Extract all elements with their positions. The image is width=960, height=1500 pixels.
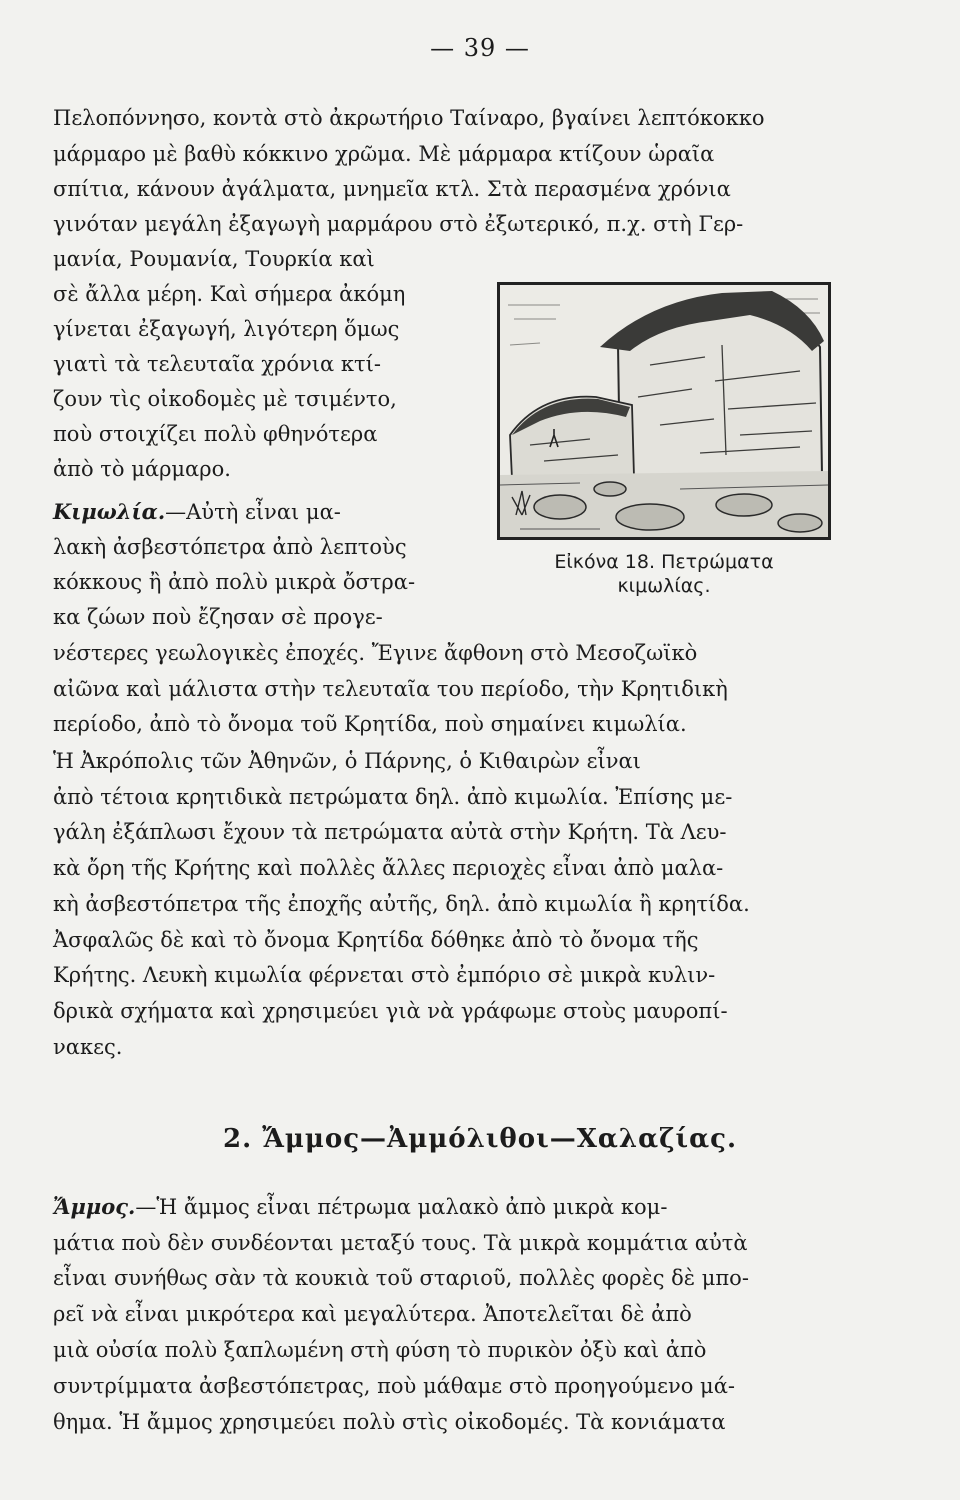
text-line: γίνεται ἐξαγωγή, λιγότερη ὅμως (53, 317, 400, 341)
text-line: νέστερες γεωλογικὲς ἐποχές. Ἔγινε ἄφθονη στὸ Μεσοζωϊκὸ (53, 641, 698, 665)
chalk-rocks-illustration (500, 285, 828, 537)
text-line: ἀπὸ τὸ μάρμαρο. (53, 457, 231, 481)
text-line: ρεῖ νὰ εἶναι μικρότερα καὶ μεγαλύτερα. Ἀποτελεῖται δὲ ἀπὸ (53, 1302, 692, 1326)
text-line: περίοδο, ἀπὸ τὸ ὄνομα τοῦ Κρητίδα, ποὺ σημαίνει κιμωλία. (53, 712, 687, 736)
text-line: Ἡ Ἀκρόπολις τῶν Ἀθηνῶν, ὁ Πάρνης, ὁ Κιθαιρὼν εἶναι (53, 749, 641, 773)
text-line: κα ζώων ποὺ ἔζησαν σὲ προγε- (53, 605, 383, 629)
text-line: γιατὶ τὰ τελευταῖα χρόνια κτί- (53, 352, 381, 376)
text-line: κόκκους ἢ ἀπὸ πολὺ μικρὰ ὄστρα- (53, 570, 416, 594)
figure-caption-continued: κιμωλίας. (617, 575, 711, 597)
text-line: Πελοπόννησο, κοντὰ στὸ ἀκρωτήριο Ταίναρο, βγαίνει λεπτόκοκκο (53, 106, 765, 130)
text-line: μάρμαρο μὲ βαθὺ κόκκινο χρῶμα. Μὲ μάρμαρα κτίζουν ὡραῖα (53, 142, 715, 166)
text-line: θημα. Ἡ ἄμμος χρησιμεύει πολὺ στὶς οἰκοδομές. Τὰ κονιάματα (53, 1410, 726, 1434)
text-line: συντρίμματα ἀσβεστόπετρας, ποὺ μάθαμε στὸ προηγούμενο μά- (53, 1374, 735, 1398)
text-line: Κρήτης. Λευκὴ κιμωλία φέρνεται στὸ ἐμπόριο σὲ μικρὰ κυλιν- (53, 963, 716, 987)
page-number: — 39 — (430, 34, 530, 62)
text-line: σπίτια, κάνουν ἀγάλματα, μνημεῖα κτλ. Στὰ περασμένα χρόνια (53, 177, 731, 201)
text-line: ζουν τὶς οἰκοδομὲς μὲ τσιμέντο, (53, 387, 397, 411)
text-line: μάτια ποὺ δὲν συνδέονται μεταξύ τους. Τὰ μικρὰ κομμάτια αὐτὰ (53, 1231, 748, 1255)
term-ammos: Ἄμμος. (53, 1194, 136, 1219)
term-kimolia: Κιμωλία. (53, 499, 166, 524)
text-line: κὰ ὄρη τῆς Κρήτης καὶ πολλὲς ἄλλες περιοχὲς εἶναι ἀπὸ μαλα- (53, 856, 724, 880)
text-line: νακες. (53, 1035, 123, 1059)
section-heading: 2. Ἄμμος—Ἀμμόλιθοι—Χαλαζίας. (223, 1124, 737, 1154)
text-line: γάλη ἐξάπλωσι ἔχουν τὰ πετρώματα αὐτὰ στὴν Κρήτη. Τὰ Λευ- (53, 820, 727, 844)
text-line: λακὴ ἀσβεστόπετρα ἀπὸ λεπτοὺς (53, 535, 407, 559)
text-line: αἰῶνα καὶ μάλιστα στὴν τελευταῖα του περίοδο, τὴν Κρητιδικὴ (53, 677, 728, 701)
text-line (53, 1193, 667, 1221)
figure-caption: Εἰκόνα 18. Πετρώματα (554, 551, 774, 573)
text-line: μιὰ οὐσία πολὺ ξαπλωμένη στὴ φύση τὸ πυρικὸν ὀξὺ καὶ ἀπὸ (53, 1338, 707, 1362)
text-line: εἶναι συνήθως σὰν τὰ κουκιὰ τοῦ σταριοῦ, πολλὲς φορὲς δὲ μπο- (53, 1266, 749, 1290)
text-line: δρικὰ σχήματα καὶ χρησιμεύει γιὰ νὰ γράφωμε στοὺς μαυροπί- (53, 999, 728, 1023)
text-line: Ἀσφαλῶς δὲ καὶ τὸ ὄνομα Κρητίδα δόθηκε ἀπὸ τὸ ὄνομα τῆς (53, 928, 699, 952)
figure-chalk-rocks (497, 282, 831, 540)
text-line: σὲ ἄλλα μέρη. Καὶ σήμερα ἀκόμη (53, 282, 406, 306)
text-line: ἀπὸ τέτοια κρητιδικὰ πετρώματα δηλ. ἀπὸ κιμωλία. Ἐπίσης με- (53, 785, 733, 809)
text-line: γινόταν μεγάλη ἐξαγωγὴ μαρμάρου στὸ ἐξωτερικό, π.χ. στὴ Γερ- (53, 212, 744, 236)
text-line (53, 498, 341, 526)
text-span: —Αὐτὴ εἶναι μα- (165, 500, 341, 524)
text-line: κὴ ἀσβεστόπετρα τῆς ἐποχῆς αὐτῆς, δηλ. ἀπὸ κιμωλία ἢ κρητίδα. (53, 892, 750, 916)
text-line: μανία, Ρουμανία, Τουρκία καὶ (53, 247, 375, 271)
text-line: ποὺ στοιχίζει πολὺ φθηνότερα (53, 422, 378, 446)
text-span: —Ἡ ἄμμος εἶναι πέτρωμα μαλακὸ ἀπὸ μικρὰ κομ- (135, 1195, 668, 1219)
